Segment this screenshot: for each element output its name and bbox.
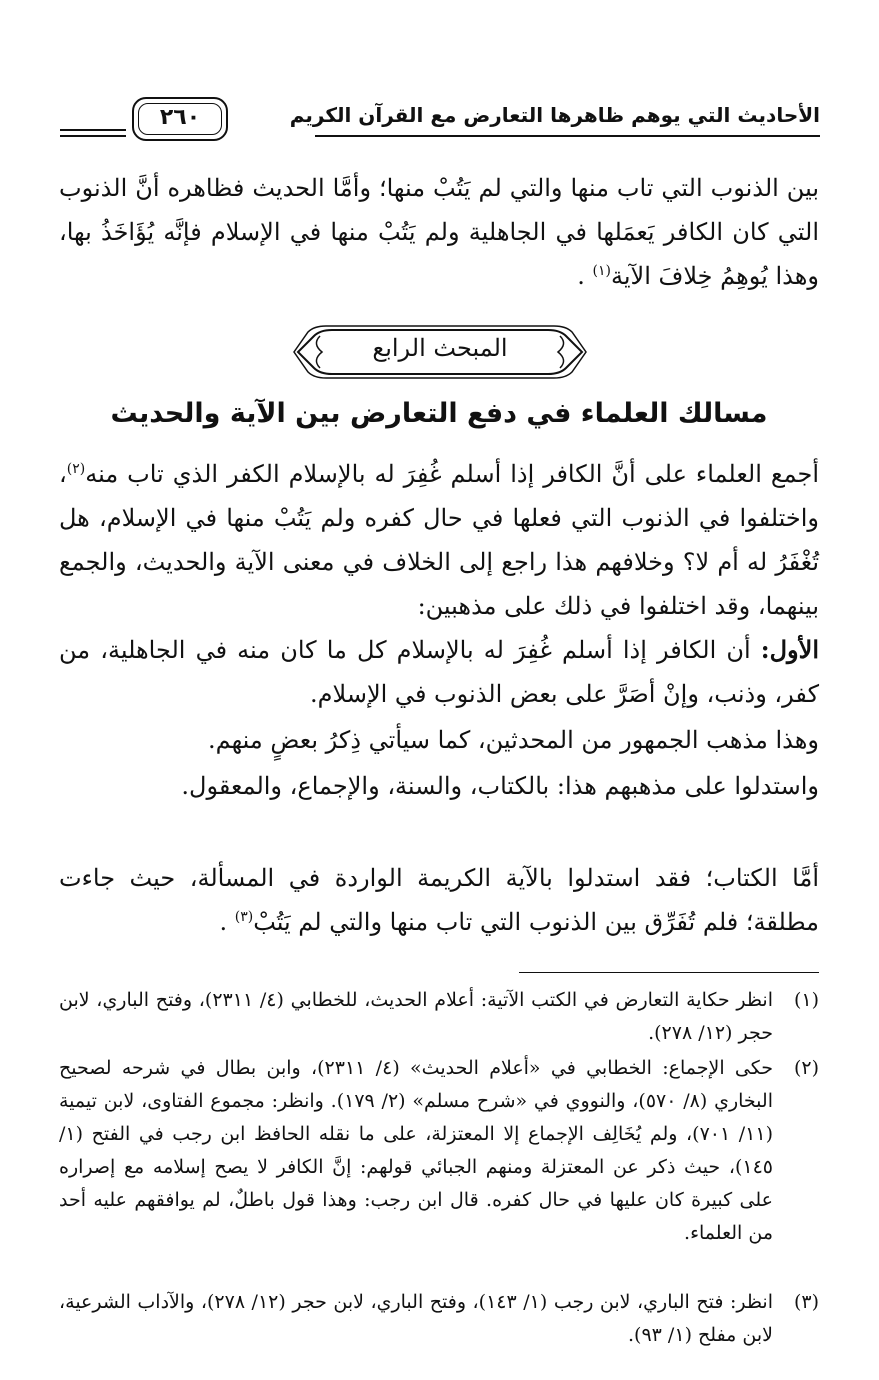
intro-end: . bbox=[577, 262, 593, 290]
paragraph-text: ، واختلفوا في الذنوب التي فعلها في حال كفره ولم يَتُبْ منها في الإسلام، هل تُغْفَرُ له أم لا؟ وخلافهم هذا راجع إلى الخلاف في معنى الآية والحديث، والجمع بينهما، وقد اختلفوا في ذلك على مذهبين: bbox=[59, 460, 819, 620]
header-rule bbox=[315, 135, 820, 137]
footnote-ref-3[interactable]: (٣) bbox=[234, 909, 254, 925]
paragraph-text: أن الكافر إذا أسلم غُفِرَ له بالإسلام كل ما كان منه في الجاهلية، من كفر، وذنب، وإنْ أصَرَّ على بعض الذنوب في الإسلام. bbox=[59, 636, 819, 708]
paragraph-end: . bbox=[219, 908, 235, 936]
footnote-text: انظر: فتح الباري، لابن رجب (١/ ١٤٣)، وفتح الباري، لابن حجر (١٢/ ٢٧٨)، والآداب الشرعية، لابن مفلح (١/ ٩٣). bbox=[59, 1291, 773, 1346]
section-title: مسالك العلماء في دفع التعارض بين الآية والحديث bbox=[110, 398, 768, 429]
page-number-frame bbox=[132, 97, 228, 141]
footnote-3 bbox=[59, 1286, 819, 1352]
header-rule-left-bottom bbox=[60, 135, 126, 137]
paragraph-consensus bbox=[59, 452, 819, 628]
page-number: ٢٦٠ bbox=[159, 105, 201, 130]
paragraph-text: أجمع العلماء على أنَّ الكافر إذا أسلم غُفِرَ له بالإسلام الكفر الذي تاب منه bbox=[85, 460, 819, 488]
intro-text: بين الذنوب التي تاب منها والتي لم يَتُبْ منها؛ وأمَّا الحديث فظاهره أنَّ الذنوب التي كان الكافر يَعمَلها في الجاهلية ولم يَتُبْ منها في الإسلام فإنَّه يُؤَاخَذُ بها، وهذا يُوهِمُ خِلافَ الآية bbox=[59, 174, 819, 290]
footnote-number: (١) bbox=[793, 989, 819, 1011]
paragraph-text: أمَّا الكتاب؛ فقد استدلوا بالآية الكريمة الواردة في المسألة، حيث جاءت مطلقة؛ فلم تُفَرِّق بين الذنوب التي تاب منها والتي لم يَتُبْ bbox=[59, 864, 819, 936]
footnote-number: (٢) bbox=[793, 1057, 819, 1079]
footnote-ref-1[interactable]: (١) bbox=[592, 263, 611, 279]
section-badge bbox=[292, 322, 588, 382]
footnote-text: حكى الإجماع: الخطابي في «أعلام الحديث» (٤/ ٢٣١١)، وابن بطال في شرحه لصحيح البخاري (٨/ ٥٧٠)، والنووي في «شرح مسلم» (٢/ ١٧٩). وانظر: مجموع الفتاوى، لابن تيمية (١١/ ٧٠١)، ولم يُخَالِف الإجماع إلا المعتزلة، على ما نقله الحافظ ابن رجب في الفتح (١/ ١٤٥)، حيث ذكر عن المعتزلة ومنهم الجبائي قولهم: إنَّ الكافر لا يصح إسلامه مع إصراره على كبيرة كان عليها في حال كفره. قال ابن رجب: وهذا قول باطلٌ، لم يوافقهم عليه أحد من العلماء. bbox=[59, 1057, 773, 1244]
section-badge-label: المبحث الرابع bbox=[372, 334, 508, 362]
footnote-ref-2[interactable]: (٢) bbox=[66, 461, 86, 477]
footnote-1 bbox=[59, 984, 819, 1050]
intro-paragraph bbox=[59, 166, 819, 298]
footnote-text: انظر حكاية التعارض في الكتب الآتية: أعلام الحديث، للخطابي (٤/ ٢٣١١)، وفتح الباري، لابن حجر (١٢/ ٢٧٨). bbox=[59, 989, 773, 1044]
paragraph-book-evidence bbox=[59, 856, 819, 944]
footnote-2 bbox=[59, 1052, 819, 1250]
paragraph-first-view bbox=[59, 628, 819, 716]
footnote-number: (٣) bbox=[793, 1291, 819, 1313]
running-header bbox=[60, 95, 820, 155]
paragraph-majority bbox=[59, 718, 819, 762]
paragraph-label: الأول: bbox=[760, 635, 819, 664]
footnote-separator bbox=[519, 972, 819, 973]
header-rule-left-top bbox=[60, 129, 126, 131]
paragraph-evidence bbox=[59, 764, 819, 808]
header-title: الأحاديث التي يوهم ظاهرها التعارض مع القرآن الكريم bbox=[289, 103, 820, 127]
paragraph-text: وهذا مذهب الجمهور من المحدثين، كما سيأتي ذِكرُ بعضٍ منهم. bbox=[208, 726, 819, 754]
paragraph-text: واستدلوا على مذهبهم هذا: بالكتاب، والسنة، والإجماع، والمعقول. bbox=[181, 772, 819, 800]
